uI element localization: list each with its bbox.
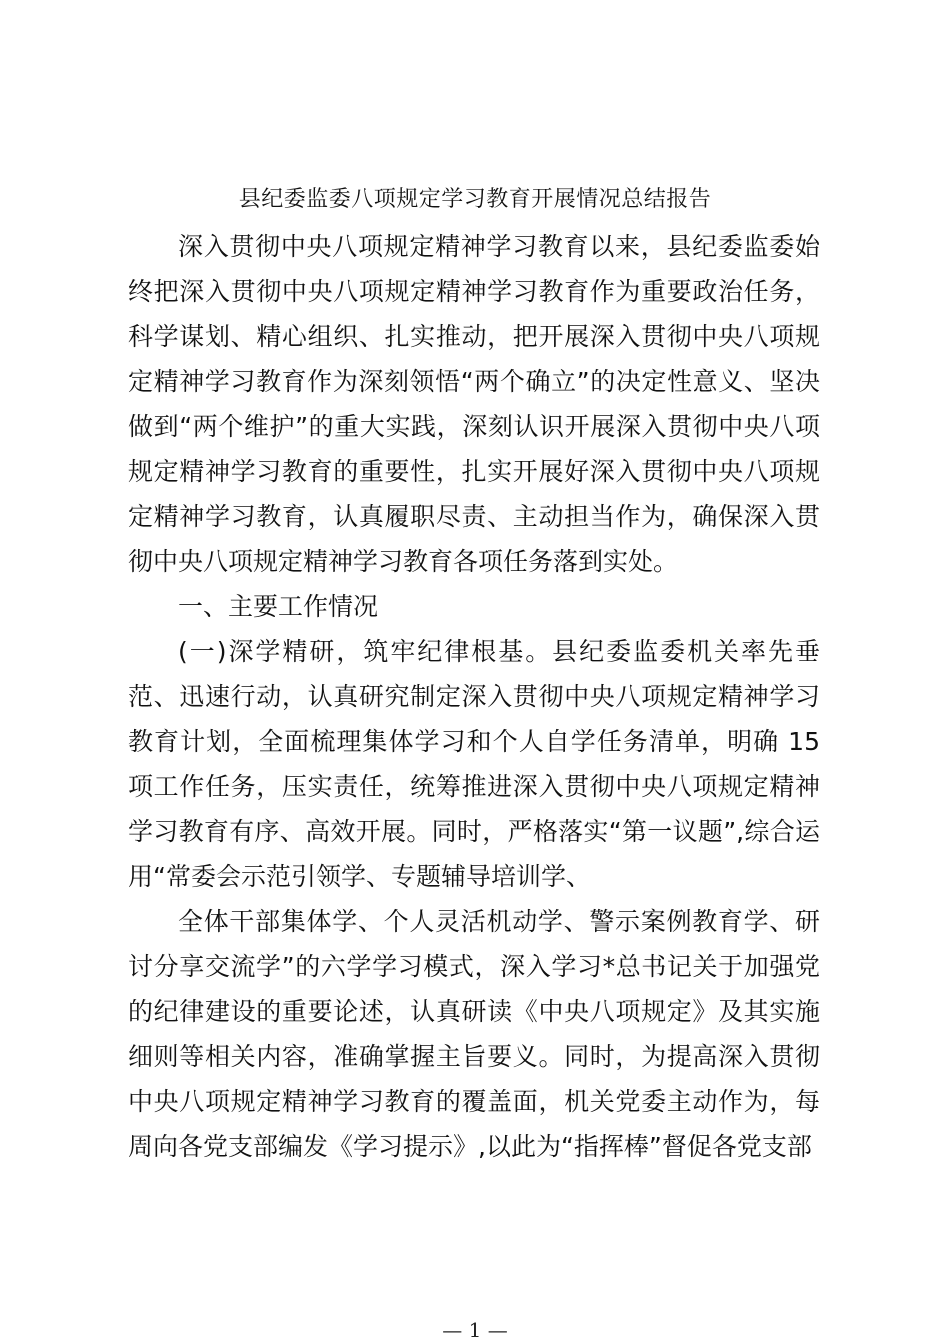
document-title: 县纪委监委八项规定学习教育开展情况总结报告 [238,187,712,212]
paragraph-subsection-1: (一)深学精研，筑牢纪律根基。县纪委监委机关率先垂范、迅速行动，认真研究制定深入贯彻中央八项规定精神学习教育计划，全面梳理集体学习和个人自学任务清单，明确 15 项工作任务，压实责任，统筹推进深入贯彻中央八项规定精神学习教育有序、高效开展。同时，严格落实“第一议题”,综合运用“常委会示范引领学、专题辅导培训学、 [128,637,820,891]
paragraph-intro: 深入贯彻中央八项规定精神学习教育以来，县纪委监委始终把深入贯彻中央八项规定精神学习教育作为重要政治任务，科学谋划、精心组织、扎实推动，把开展深入贯彻中央八项规定精神学习教育作为深刻领悟“两个确立”的决定性意义、坚决做到“两个维护”的重大实践，深刻认识开展深入贯彻中央八项规定精神学习教育的重要性，扎实开展好深入贯彻中央八项规定精神学习教育，认真履职尽责、主动担当作为，确保深入贯彻中央八项规定精神学习教育各项任务落到实处。 [128,232,820,576]
section-heading: 一、主要工作情况 [178,592,379,621]
document-body [128,224,820,1169]
page-number: — 1 — [442,1318,508,1342]
paragraph-continuation: 全体干部集体学、个人灵活机动学、警示案例教育学、研讨分享交流学”的六学学习模式，深入学习*总书记关于加强党的纪律建设的重要论述，认真研读《中央八项规定》及其实施细则等相关内容，准确掌握主旨要义。同时，为提高深入贯彻中央八项规定精神学习教育的覆盖面，机关党委主动作为，每周向各党支部编发《学习提示》,以此为“指挥棒”督促各党支部 [128,907,820,1161]
